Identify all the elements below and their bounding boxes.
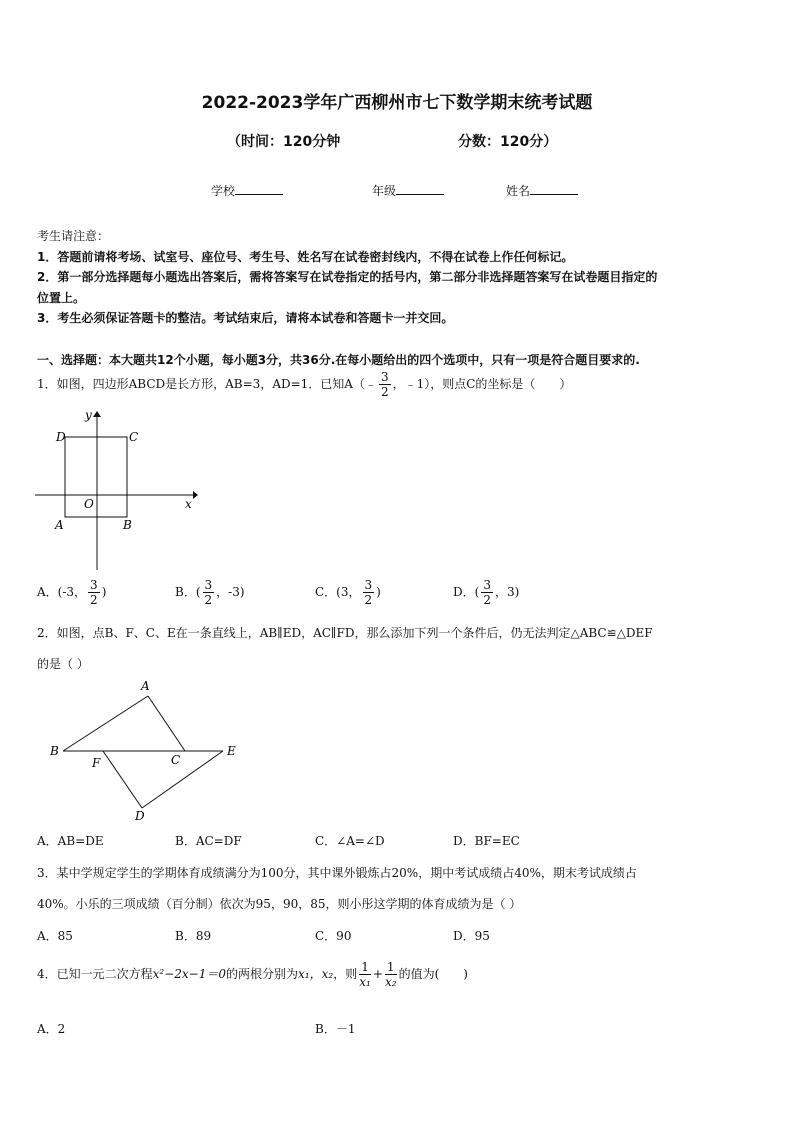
line-ab [63, 696, 148, 751]
grade-label: 年级 [372, 184, 397, 198]
line-ac [148, 696, 185, 751]
name-field[interactable] [506, 182, 578, 199]
q2-line-1: 2．如图，点B、F、C、E在一条直线上，AB∥ED，AC∥FD，那么添加下列一个条件后，仍无法判定△ABC≌△DEF [37, 626, 653, 640]
exam-time: （时间：120分钟 [227, 134, 341, 150]
x-axis-arrow [193, 491, 198, 499]
q4-equation: x²−2x−1＝0 [152, 967, 227, 981]
exam-score: 分数：120分） [458, 134, 558, 150]
q3-option-d[interactable]: D．95 [453, 929, 490, 943]
q2-option-d[interactable]: D．BF=EC [453, 834, 520, 848]
label-d: D [56, 430, 66, 444]
label-o: O [84, 497, 94, 511]
grade-blank[interactable] [396, 183, 444, 195]
q3-line-2: 40%。小乐的三项成绩（百分制）依次为95，90，85，则小彤这学期的体育成绩为是（ ） [37, 897, 522, 911]
section-heading: 一、选择题：本大题共12个小题，每小题3分，共36分.在每小题给出的四个选项中，只有一项是符合题目要求的. [37, 353, 640, 367]
q4-option-a[interactable]: A．2 [37, 1022, 66, 1036]
q1-figure [35, 405, 205, 577]
q4-option-b[interactable]: B．－1 [315, 1022, 356, 1036]
label-d: D [135, 809, 145, 823]
q1-option-d[interactable]: D．( $\frac{3}{2}$ ，3) [453, 578, 520, 607]
rectangle-abcd [65, 437, 127, 517]
exam-notes [37, 226, 761, 329]
label-y: y [85, 408, 92, 422]
label-x: x [185, 497, 192, 511]
q3-option-c[interactable]: C．90 [315, 929, 352, 943]
question-1 [37, 370, 571, 399]
note-item: 3．考生必须保证答题卡的整洁。考试结束后，请将本试卷和答题卡一并交回。 [37, 311, 454, 325]
label-a: A [141, 679, 150, 693]
grade-field[interactable] [372, 182, 444, 199]
label-e: E [227, 744, 236, 758]
label-c: C [171, 753, 181, 767]
page-title: 2022-2023学年广西柳州市七下数学期末统考试题 [201, 93, 593, 113]
q1-text-a: 1．如图，四边形ABCD是长方形，AB=3，AD=1．已知A（﹣ [37, 377, 377, 391]
note-item: 2．第一部分选择题每小题选出答案后，需将答案写在试卷指定的括号内，第二部分非选择题答案写在试卷题目指定的 [37, 270, 658, 284]
q1-fraction: $\frac{3}{2}$ [380, 370, 389, 399]
q2-option-a[interactable]: A．AB=DE [37, 834, 104, 848]
q2-line-2: 的是（ ） [37, 657, 89, 671]
school-label: 学校 [211, 184, 236, 198]
note-item: 位置上。 [37, 290, 86, 305]
q1-option-b[interactable]: B．( $\frac{3}{2}$ ，-3) [175, 578, 245, 607]
q4-roots: x₁，x₂ [298, 967, 334, 981]
name-blank[interactable] [530, 183, 578, 195]
line-fd [103, 751, 142, 808]
question-4: 4．已知一元二次方程x²−2x−1＝0的两根分别为x₁，x₂，则 $\frac{1}{\text{x₁}}$ + $\frac{1}{\text{x₂}}$ 的值为( ) [37, 960, 468, 989]
q3-option-b[interactable]: B．89 [175, 929, 212, 943]
q1-text-b: ，﹣1），则点C的坐标是（ ） [392, 377, 572, 391]
q4-fraction-1: $\frac{1}{\text{x₁}}$ [359, 960, 371, 989]
q2-option-c[interactable]: C．∠A=∠D [315, 834, 385, 848]
q4-fraction-2: $\frac{1}{\text{x₂}}$ [384, 960, 397, 989]
q2-option-b[interactable]: B．AC=DF [175, 834, 242, 848]
label-c: C [129, 430, 139, 444]
q3-option-a[interactable]: A．85 [37, 929, 73, 943]
label-b: B [50, 744, 59, 758]
q1-option-c[interactable]: C．(3， $\frac{3}{2}$ ) [315, 578, 381, 607]
q1-option-a[interactable]: A．(-3， $\frac{3}{2}$ ) [37, 578, 107, 607]
label-a: A [55, 518, 64, 532]
note-item: 1．答题前请将考场、试室号、座位号、考生号、姓名写在试卷密封线内，不得在试卷上作任何标记。 [37, 249, 574, 264]
school-blank[interactable] [235, 183, 283, 195]
notes-heading: 考生请注意： [37, 229, 110, 243]
label-f: F [92, 756, 101, 770]
line-de [142, 751, 223, 808]
label-b: B [123, 518, 132, 532]
q2-figure [45, 676, 245, 826]
name-label: 姓名 [506, 184, 531, 198]
q3-line-1: 3．某中学规定学生的学期体育成绩满分为100分，其中课外锻炼占20%，期中考试成绩占40%，期末考试成绩占 [37, 866, 637, 880]
school-field[interactable] [211, 182, 283, 199]
y-axis-arrow [93, 411, 101, 417]
